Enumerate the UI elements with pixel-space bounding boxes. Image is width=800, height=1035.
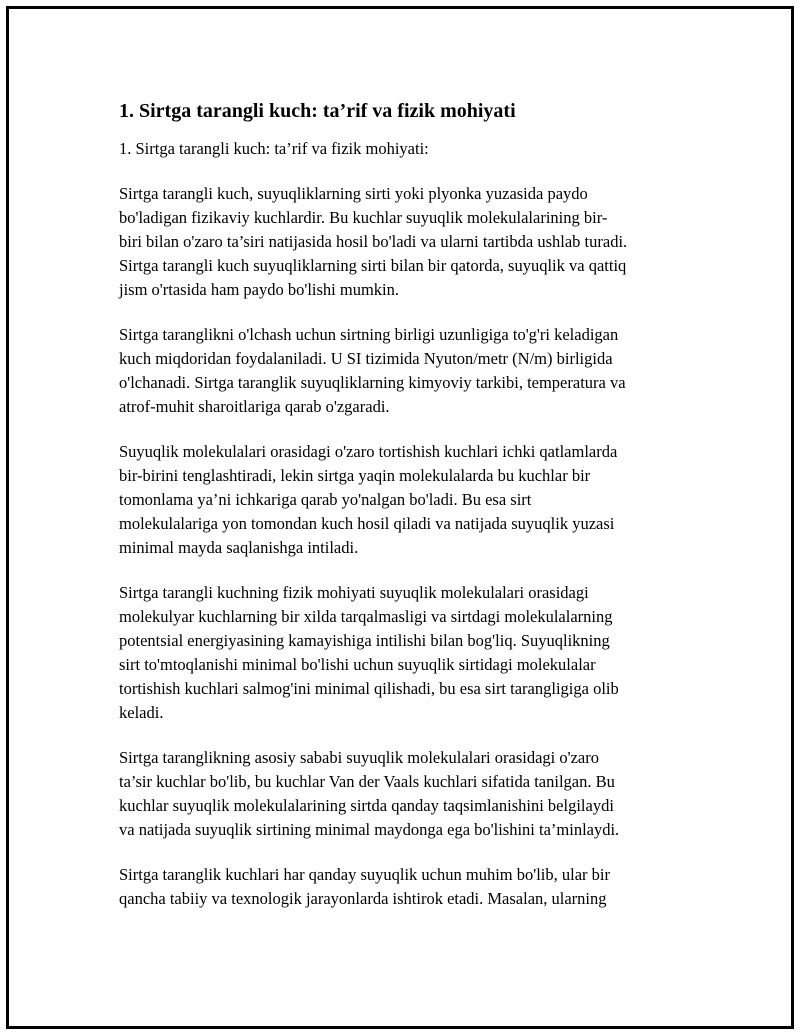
paragraph-6: Sirtga taranglik kuchlari har qanday suyuqlik uchun muhim bo'lib, ular bir qancha tabiiy va texnologik jarayonlarda ishtirok etadi. Masalan, ularning: [119, 865, 610, 908]
paragraph-3: Suyuqlik molekulalari orasidagi o'zaro tortishish kuchlari ichki qatlamlarda bir-birini tenglashtiradi, lekin sirtga yaqin molekulalarda bu kuchlar bir tomonlama ya’ni ichkariga qarab yo'nalgan bo'ladi. Bu esa sirt molekulalariga yon tomondan kuch hosil qiladi va natijada suyuqlik yuzasi minimal mayda saqlanishga intiladi.: [119, 442, 618, 557]
section-subtitle: 1. Sirtga tarangli kuch: ta’rif va fizik mohiyati:: [119, 139, 429, 158]
document-body: [119, 99, 699, 911]
document-page: [6, 6, 794, 1029]
document-title: 1. Sirtga tarangli kuch: ta’rif va fizik mohiyati: [119, 100, 516, 122]
paragraph-5: Sirtga taranglikning asosiy sababi suyuqlik molekulalari orasidagi o'zaro ta’sir kuchlar bo'lib, bu kuchlar Van der Vaals kuchlari sifatida tanilgan. Bu kuchlar suyuqlik molekulalarining sirtda qanday taqsimlanishini belgilaydi va natijada suyuqlik sirtining minimal maydonga ega bo'lishini ta’minlaydi.: [119, 748, 620, 839]
paragraph-4: Sirtga tarangli kuchning fizik mohiyati suyuqlik molekulalari orasidagi molekulyar kuchlarning bir xilda tarqalmasligi va sirtdagi molekulalarning potentsial energiyasining kamayishiga intilishi bilan bog'liq. Suyuqlikning sirt to'mtoqlanishi minimal bo'lishi uchun suyuqlik sirtidagi molekulalar tortishish kuchlari salmog'ini minimal qilishadi, bu esa sirt tarangligiga olib keladi.: [119, 583, 619, 722]
paragraph-1: Sirtga tarangli kuch, suyuqliklarning sirti yoki plyonka yuzasida paydo bo'ladigan fizikaviy kuchlardir. Bu kuchlar suyuqlik molekulalarining bir- biri bilan o'zaro ta’siri natijasida hosil bo'ladi va ularni tartibda ushlab turadi. Sirtga tarangli kuch suyuqliklarning sirti bilan bir qatorda, suyuqlik va qattiq jism o'rtasida ham paydo bo'lishi mumkin.: [119, 184, 628, 299]
paragraph-2: Sirtga taranglikni o'lchash uchun sirtning birligi uzunligiga to'g'ri keladigan kuch miqdoridan foydalaniladi. U SI tizimida Nyuton/metr (N/m) birligida o'lchanadi. Sirtga taranglik suyuqliklarning kimyoviy tarkibi, temperatura va atrof-muhit sharoitlariga qarab o'zgaradi.: [119, 325, 626, 416]
